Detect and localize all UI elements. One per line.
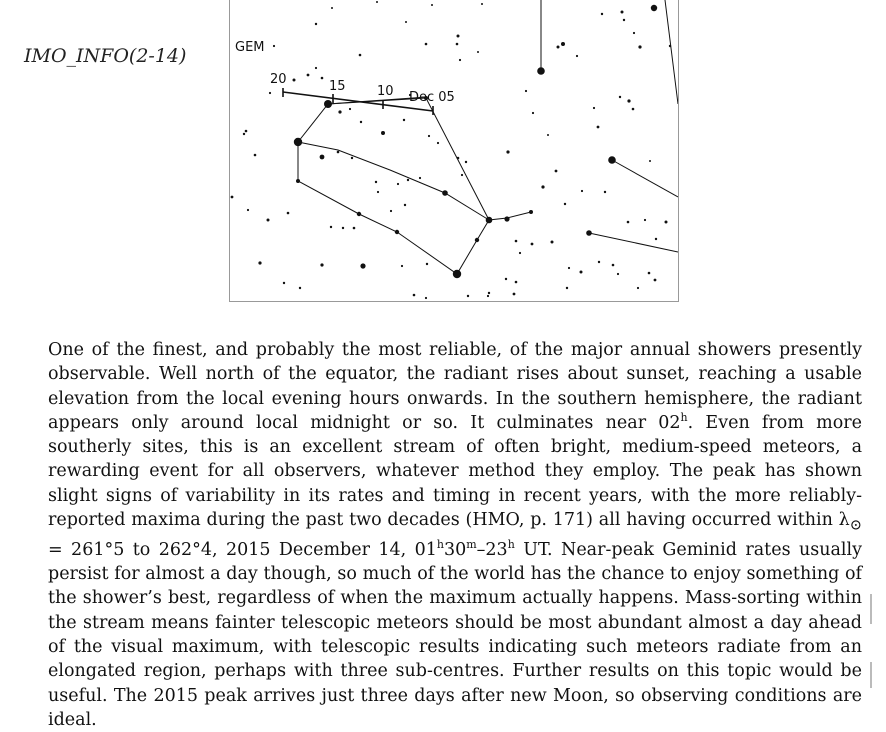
bright-stars <box>294 5 657 278</box>
paragraph-text-part-5: –23 <box>476 539 508 560</box>
paragraph-text-part-1: One of the finest, and probably the most reliable, of the major annual showers presently observable. Well north of the equator, the radiant rises about sunset, reaching a usable elevation from the local evening hours onwards. In the southern hemisphere, the radiant appears only around local midnight or so. It culminates near 02 <box>48 340 862 433</box>
page-header-label: IMO_INFO(2-14) <box>24 45 187 67</box>
paragraph-text-part-2: . Even from more southerly sites, this is an excellent stream of often bright, medium-speed meteors, a rewarding event for all observers, whatever method they employ. The peak has shown slight signs of variability in its rates and timing in recent years, with the more reliably-reported maxima during the past two decades (HMO, p. 171) all having occurred within λ <box>48 412 862 531</box>
body-paragraph <box>48 338 862 732</box>
date-label-20: 20 <box>270 72 287 87</box>
paragraph-text-part-3: = 261°5 to 262°4, 2015 December 14, 01 <box>48 539 437 560</box>
constellation-label: GEM <box>235 40 265 55</box>
superscript-hours-3: h <box>507 538 515 552</box>
star-chart <box>229 0 679 302</box>
star-chart-svg <box>230 0 678 301</box>
superscript-minutes: m <box>466 538 477 552</box>
date-label-15: 15 <box>329 79 346 94</box>
superscript-hours-1: h <box>680 411 688 425</box>
right-edge-mark-2 <box>870 662 872 688</box>
superscript-hours-2: h <box>436 538 444 552</box>
paragraph-text-part-4: 30 <box>443 539 467 560</box>
subscript-sun-symbol: ⊙ <box>849 516 862 534</box>
constellation-lines <box>298 0 678 274</box>
date-label-10: 10 <box>377 84 394 99</box>
paragraph-text-part-6: UT. Near-peak Geminid rates usually persist for almost a day though, so much of the world has the chance to enjoy something of the shower’s best, regardless of when the maximum actually happens. Mass-sorting within the stream means fainter telescopic meteors should be most abundant almost a day ahead of the visual maximum, with telescopic results indicating such meteors radiate from an elongated region, perhaps with three sub-centres. Further results on this topic would be useful. The 2015 peak arrives just three days after new Moon, so observing conditions are ideal. <box>48 539 862 730</box>
right-edge-mark-1 <box>870 594 872 624</box>
faint-stars <box>231 1 672 299</box>
date-label-dec-05: Dec 05 <box>409 90 455 105</box>
